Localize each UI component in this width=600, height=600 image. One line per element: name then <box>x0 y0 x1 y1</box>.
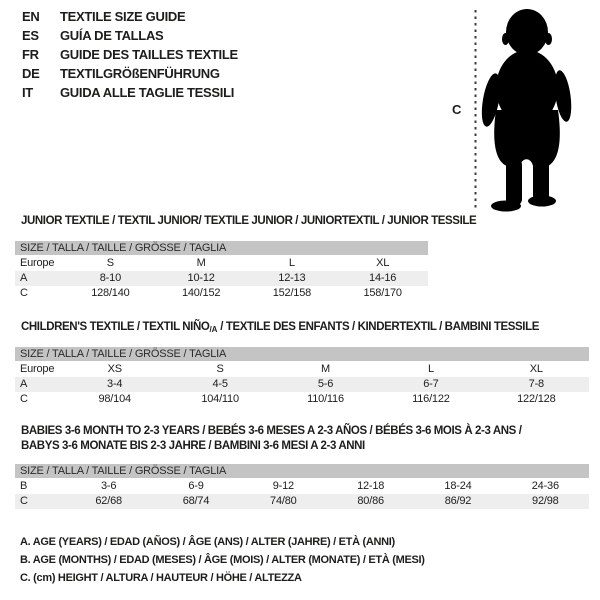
table-cell: M <box>321 363 330 375</box>
table-cell: XS <box>107 363 122 375</box>
table-cell: L <box>427 363 434 375</box>
children-size-table <box>15 347 589 407</box>
table-cell: S <box>106 257 114 269</box>
table-cell: 62/68 <box>95 495 122 507</box>
children-title-pre: CHILDREN'S TEXTILE / TEXTIL NIÑO <box>21 321 210 333</box>
row-label: C <box>20 287 28 299</box>
legend-line-height-cm: C. (cm) HEIGHT / ALTURA / HAUTEUR / HÖHE / ALTEZZA <box>20 572 302 584</box>
guide-title-es: GUÍA DE TALLAS <box>60 28 164 43</box>
table-cell: 7-8 <box>528 378 544 390</box>
babies-size-table <box>15 464 589 509</box>
table-cell: 116/122 <box>412 393 450 405</box>
table-cell: 68/74 <box>182 495 210 507</box>
row-label: Europe <box>20 363 55 375</box>
table-cell: 12-18 <box>357 480 385 492</box>
table-cell: 8-10 <box>99 272 121 284</box>
size-table-header: SIZE / TALLA / TAILLE / GRÖSSE / TAGLIA <box>15 464 589 478</box>
table-cell: 10-12 <box>187 272 215 284</box>
children-title-post: / TEXTILE DES ENFANTS / KINDERTEXTIL / BAMBINI TESSILE <box>217 321 539 333</box>
table-row <box>15 392 589 407</box>
table-cell: 6-7 <box>423 378 439 390</box>
measure-legend <box>20 533 425 587</box>
baby-leg-right <box>533 158 549 202</box>
baby-ear-right <box>545 33 552 45</box>
guide-title-fr: GUIDE DES TAILLES TEXTILE <box>60 47 238 62</box>
baby-foot-right <box>528 196 556 207</box>
guide-title-it: GUIDA ALLE TAGLIE TESSILI <box>60 85 235 100</box>
table-cell: 86/92 <box>444 495 472 507</box>
table-cell: 3-4 <box>107 378 123 390</box>
table-cell: 92/98 <box>532 495 559 507</box>
language-row-fr <box>22 45 238 64</box>
row-label: B <box>20 480 28 492</box>
row-label: A <box>20 272 28 284</box>
table-cell: 98/104 <box>98 393 131 405</box>
row-label: C <box>20 393 28 405</box>
language-title-list <box>22 7 238 102</box>
baby-shorts <box>494 110 560 166</box>
junior-size-table <box>15 241 428 301</box>
row-label: A <box>20 378 28 390</box>
table-cell: 9-12 <box>272 480 294 492</box>
size-table-header: SIZE / TALLA / TAILLE / GRÖSSE / TAGLIA <box>15 347 589 361</box>
language-code: IT <box>22 85 33 100</box>
table-cell: 140/152 <box>181 287 221 299</box>
language-code: DE <box>22 66 40 81</box>
table-cell: 12-13 <box>278 272 306 284</box>
table-row <box>15 479 589 494</box>
language-row-en <box>22 7 238 26</box>
baby-silhouette-figure <box>440 0 600 220</box>
language-code: EN <box>22 9 40 24</box>
table-cell: L <box>288 257 295 269</box>
language-code: ES <box>22 28 39 43</box>
table-row <box>15 271 428 286</box>
table-cell: 110/116 <box>307 393 344 405</box>
table-row <box>15 286 428 301</box>
table-row <box>15 256 428 271</box>
table-cell: 5-6 <box>317 378 334 390</box>
guide-title-de: TEXTILGRÖßENFÜHRUNG <box>60 66 220 81</box>
babies-title-line1: BABIES 3-6 MONTH TO 2-3 YEARS / BEBÉS 3-6 MESES A 2-3 AÑOS / BÉBÉS 3-6 MOIS À 2-3 ANS / <box>21 425 522 437</box>
language-code: FR <box>22 47 39 62</box>
junior-section-title: JUNIOR TEXTILE / TEXTIL JUNIOR/ TEXTILE JUNIOR / JUNIORTEXTIL / JUNIOR TESSILE <box>21 215 477 227</box>
legend-line-age-years: A. AGE (YEARS) / EDAD (AÑOS) / ÂGE (ANS) / ALTER (JAHRE) / ETÀ (ANNI) <box>20 536 395 548</box>
guide-title-en: TEXTILE SIZE GUIDE <box>60 9 186 24</box>
table-cell: 128/140 <box>91 287 130 299</box>
table-cell: 18-24 <box>444 480 472 492</box>
language-row-de <box>22 64 238 83</box>
table-row <box>15 494 589 509</box>
table-cell: 122/128 <box>517 393 556 405</box>
children-section-title <box>21 320 539 337</box>
baby-silhouette <box>478 9 574 212</box>
table-cell: M <box>196 257 206 269</box>
baby-ear-left <box>502 33 509 45</box>
language-row-es <box>22 26 238 45</box>
table-cell: 6-9 <box>188 480 204 492</box>
children-title-subscript: /A <box>209 325 218 334</box>
legend-line-age-months: B. AGE (MONTHS) / EDAD (MESES) / ÂGE (MOIS) / ALTER (MONATE) / ETÀ (MESI) <box>20 554 425 566</box>
size-table-header: SIZE / TALLA / TAILLE / GRÖSSE / TAGLIA <box>15 241 428 255</box>
table-row <box>15 362 589 377</box>
row-label: C <box>20 495 28 507</box>
table-cell: 80/86 <box>357 495 384 507</box>
table-cell: XL <box>376 257 390 269</box>
babies-section-title <box>21 424 522 454</box>
table-cell: S <box>216 363 224 375</box>
table-cell: 158/170 <box>363 287 402 299</box>
baby-foot-left <box>491 201 521 212</box>
babies-title-line2: BABYS 3-6 MONATE BIS 2-3 JAHRE / BAMBINI 3-6 MESI A 2-3 ANNI <box>21 440 365 452</box>
row-label: Europe <box>20 257 55 269</box>
table-cell: 14-16 <box>369 272 397 284</box>
table-cell: XL <box>529 363 543 375</box>
table-cell: 24-36 <box>531 480 559 492</box>
language-row-it <box>22 83 238 102</box>
height-marker-label: C <box>452 102 462 117</box>
baby-leg-left <box>506 158 522 206</box>
baby-head <box>506 9 548 55</box>
table-cell: 74/80 <box>270 495 297 507</box>
table-row <box>15 377 589 392</box>
table-cell: 152/158 <box>272 287 312 299</box>
table-cell: 4-5 <box>212 378 228 390</box>
table-cell: 3-6 <box>101 480 117 492</box>
table-cell: 104/110 <box>201 393 239 405</box>
